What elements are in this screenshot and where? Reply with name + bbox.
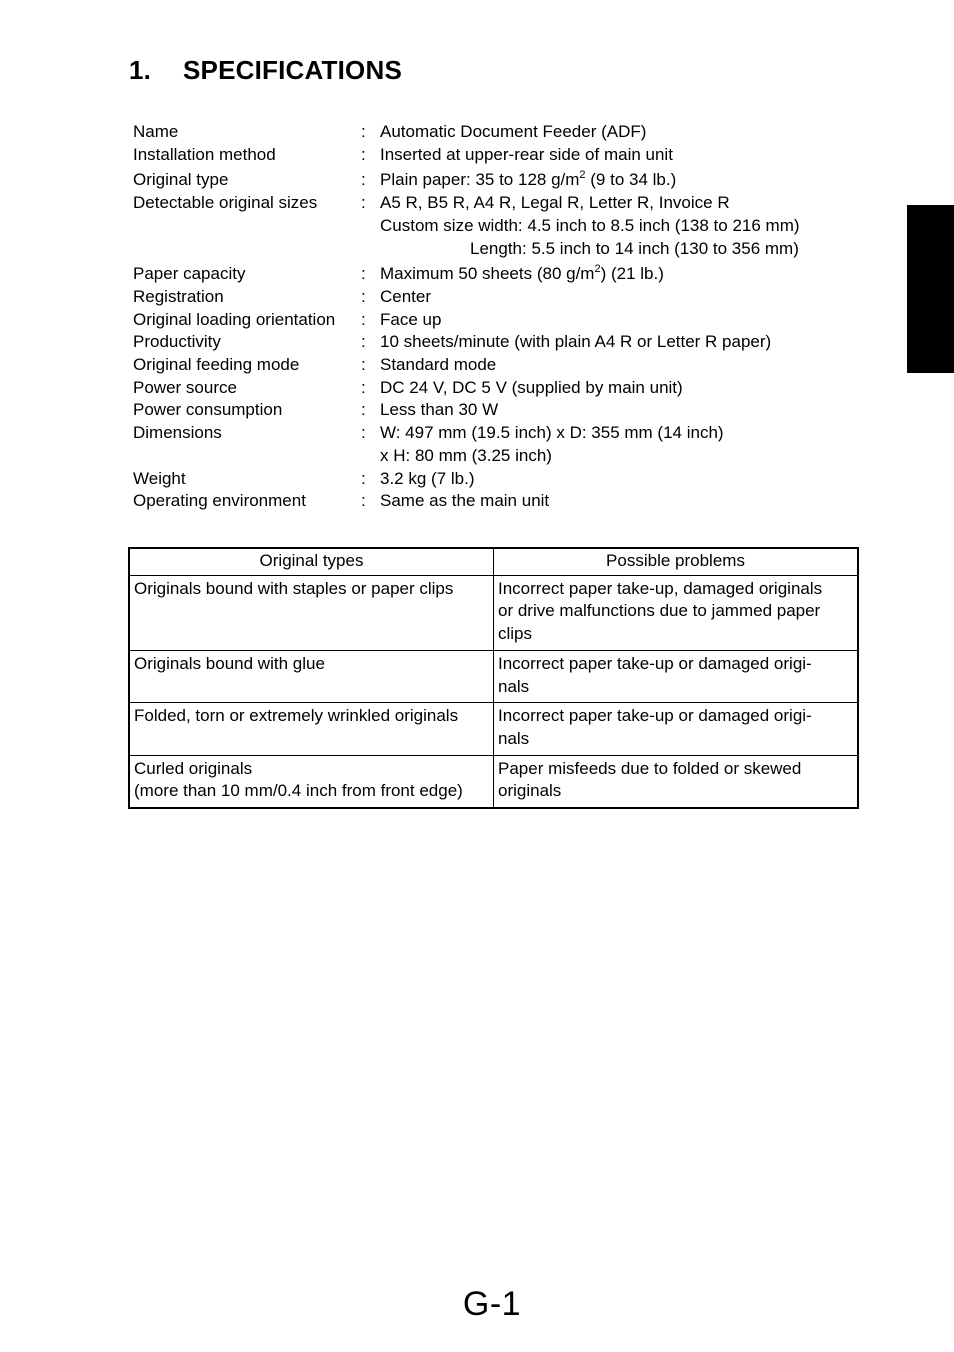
possible-problem-cell: Incorrect paper take-up, damaged originals or drive malfunctions due to jammed paper clips: [494, 575, 859, 650]
section-title: SPECIFICATIONS: [183, 55, 403, 85]
possible-problem-cell: Incorrect paper take-up or damaged origi- nals: [494, 703, 859, 755]
spec-row-original-feeding-mode: [133, 354, 873, 377]
spec-row-detectable-original-sizes: [133, 192, 873, 260]
original-type-cell: Originals bound with staples or paper clips: [129, 575, 494, 650]
spec-colon: :: [361, 264, 366, 284]
original-type-cell: Curled originals (more than 10 mm/0.4 inch from front edge): [129, 755, 494, 808]
spec-label: Power source: [133, 377, 237, 397]
spec-colon: :: [361, 400, 366, 420]
spec-colon: :: [361, 286, 366, 306]
table-row: [129, 650, 858, 702]
spec-value: 10 sheets/minute (with plain A4 R or Letter R paper): [380, 332, 772, 352]
spec-value: W: 497 mm (19.5 inch) x D: 355 mm (14 inch) x H: 80 mm (3.25 inch): [380, 423, 724, 465]
spec-colon: :: [361, 423, 366, 443]
original-types-problems-table: [128, 547, 859, 809]
spec-label: Original feeding mode: [133, 355, 300, 375]
spec-label: Paper capacity: [133, 264, 246, 284]
spec-row-installation-method: [133, 144, 873, 167]
spec-row-productivity: [133, 331, 873, 354]
spec-row-original-type: [133, 169, 873, 192]
spec-label: Productivity: [133, 332, 221, 352]
spec-row-registration: [133, 286, 873, 309]
spec-label: Power consumption: [133, 400, 283, 420]
spec-colon: :: [361, 491, 366, 511]
spec-row-paper-capacity: [133, 263, 873, 286]
spec-colon: :: [361, 170, 366, 190]
spec-row-power-consumption: [133, 399, 873, 422]
possible-problem-cell: Paper misfeeds due to folded or skewed originals: [494, 755, 859, 808]
spec-colon: :: [361, 193, 366, 213]
spec-label: Weight: [133, 468, 186, 488]
spec-row-dimensions: [133, 422, 873, 467]
spec-label: Installation method: [133, 144, 276, 164]
spec-value: Face up: [380, 309, 442, 329]
spec-value: 3.2 kg (7 lb.): [380, 468, 475, 488]
spec-colon: :: [361, 355, 366, 375]
spec-value: Less than 30 W: [380, 400, 499, 420]
spec-value: Center: [380, 286, 432, 306]
spec-label: Name: [133, 122, 179, 141]
spec-colon: :: [361, 309, 366, 329]
spec-colon: :: [361, 468, 366, 488]
spec-value: Same as the main unit: [380, 491, 550, 511]
spec-value: Inserted at upper-rear side of main unit: [380, 144, 673, 164]
spec-label: Detectable original sizes: [133, 193, 318, 213]
column-header-possible-problems: Possible problems: [494, 548, 859, 575]
table-row: [129, 575, 858, 650]
page-number: G-1: [462, 1285, 522, 1323]
section-heading: [129, 55, 402, 86]
specifications-list: [133, 121, 873, 513]
original-type-cell: Originals bound with glue: [129, 650, 494, 702]
table-row: [129, 755, 858, 808]
spec-label: Original type: [133, 170, 229, 190]
possible-problem-cell: Incorrect paper take-up or damaged origi- nals: [494, 650, 859, 702]
original-type-cell: Folded, torn or extremely wrinkled originals: [129, 703, 494, 755]
column-header-original-types: Original types: [129, 548, 494, 575]
spec-value: Automatic Document Feeder (ADF): [380, 122, 647, 141]
spec-colon: :: [361, 122, 366, 141]
section-number: 1.: [129, 55, 152, 85]
spec-row-original-loading-orientation: [133, 309, 873, 332]
spec-value: DC 24 V, DC 5 V (supplied by main unit): [380, 377, 683, 397]
spec-colon: :: [361, 144, 366, 164]
spec-value: Plain paper: 35 to 128 $g/m^2$ (9 to 34 lb.): [380, 169, 677, 190]
spec-label: Operating environment: [133, 491, 306, 511]
spec-row-name: [133, 121, 873, 144]
table-header-row: [129, 548, 858, 575]
chapter-tab-marker: [907, 205, 954, 373]
spec-label: Original loading orientation: [133, 309, 336, 329]
spec-colon: :: [361, 332, 366, 352]
spec-value: Maximum 50 sheets (80 $g/m^2$) (21 lb.): [380, 263, 664, 284]
spec-label: Registration: [133, 286, 224, 306]
table-row: [129, 703, 858, 755]
spec-colon: :: [361, 377, 366, 397]
spec-row-weight: [133, 468, 873, 491]
spec-row-operating-environment: [133, 490, 873, 513]
spec-label: Dimensions: [133, 423, 222, 443]
spec-value: Standard mode: [380, 355, 497, 375]
spec-row-power-source: [133, 377, 873, 400]
spec-value: A5 R, B5 R, A4 R, Legal R, Letter R, Invoice R Custom size width: 4.5 inch to 8.5 inch (138 to 216 mm) Length: 5.5 inch to 14 inch (130 to 356 mm): [380, 193, 800, 258]
